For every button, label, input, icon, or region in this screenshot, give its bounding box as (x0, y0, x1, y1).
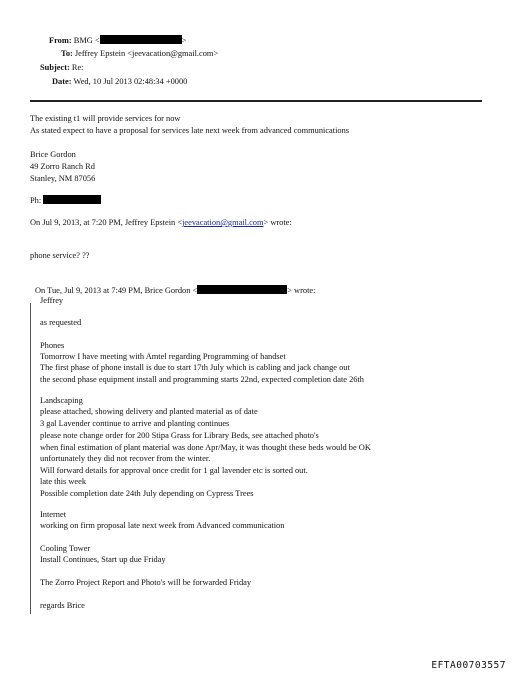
quoted-line: when final estimation of plant material was done Apr/May, it was thought these beds would be OK (40, 443, 371, 452)
date-value: Wed, 10 Jul 2013 02:48:34 +0000 (73, 77, 188, 86)
quote-bar (30, 303, 31, 614)
signature-name: Brice Gordon (30, 150, 76, 159)
quoted-line: working on firm proposal late next week from Advanced communication (40, 521, 285, 530)
wrote-suffix: > wrote: (287, 286, 316, 295)
from-value-pre: BMG < (73, 36, 100, 45)
date-label: Date: (52, 77, 72, 86)
phone-line (30, 195, 101, 206)
section-title-phones: Phones (40, 341, 65, 350)
body-line: The existing t1 will provide services for now (30, 114, 181, 123)
section-title-landscaping: Landscaping (40, 396, 83, 405)
wrote-suffix: > wrote: (263, 218, 292, 227)
wrote-prefix: On Tue, Jul 9, 2013 at 7:49 PM, Brice Gordon < (35, 286, 198, 295)
quoted-line: Possible completion date 24th July depending on Cypress Trees (40, 489, 254, 498)
wrote-line (35, 285, 315, 296)
quoted-line: the second phase equipment install and programming starts 22nd, expected completion date 26th (40, 375, 364, 384)
phone-label: Ph: (30, 196, 42, 205)
phone-question: phone service? ?? (30, 251, 90, 260)
redaction-box (43, 195, 101, 204)
quoted-line: 3 gal Lavender continue to arrive and planting continues (40, 419, 230, 428)
body-line: As stated expect to have a proposal for services late next week from advanced communications (30, 126, 350, 135)
redaction-box (197, 285, 287, 294)
document-stamp: EFTA00703557 (431, 660, 506, 671)
date-line (52, 77, 187, 87)
quoted-line: unfortunately they did not recover from the winter. (40, 454, 211, 463)
quoted-line: Will forward details for approval once credit for 1 gal lavender etc is sorted out. (40, 466, 308, 475)
signature-address: Stanley, NM 87056 (30, 174, 96, 183)
quoted-line: late this week (40, 477, 87, 486)
subject-label: Subject: (40, 63, 70, 72)
section-title-internet: Internet (40, 510, 67, 519)
closing: regards Brice (40, 601, 85, 610)
quoted-line: please note change order for 200 Stipa Grass for Library Beds, see attached photo's (40, 431, 319, 440)
quoted-line: Install Continues, Start up due Friday (40, 555, 166, 564)
greeting: Jeffrey (40, 296, 64, 305)
email-link[interactable]: jeevacation@gmail.com (182, 218, 264, 227)
subject-line (40, 63, 84, 73)
from-line (49, 35, 186, 46)
quoted-line: as requested (40, 318, 82, 327)
signature-address: 49 Zorro Ranch Rd (30, 162, 95, 171)
from-label: From: (49, 36, 72, 45)
wrote-line (30, 218, 292, 228)
header-divider (30, 100, 482, 102)
to-line (61, 49, 218, 59)
to-label: To: (61, 49, 73, 58)
to-value: Jeffrey Epstein <jeevacation@gmail.com> (74, 49, 219, 58)
quoted-line: please attached, showing delivery and planted material as of date (40, 407, 258, 416)
wrote-prefix: On Jul 9, 2013, at 7:20 PM, Jeffrey Epstein < (30, 218, 183, 227)
quoted-line: The first phase of phone install is due to start 17th July which is cabling and jack change out (40, 363, 350, 372)
subject-value: Re: (71, 63, 84, 72)
quoted-line: Tomorrow I have meeting with Amtel regarding Programming of handset (40, 352, 286, 361)
from-value-post: > (181, 36, 187, 45)
quoted-line: The Zorro Project Report and Photo's will be forwarded Friday (40, 578, 252, 587)
redaction-box (100, 35, 182, 44)
section-title-cooling-tower: Cooling Tower (40, 544, 91, 553)
